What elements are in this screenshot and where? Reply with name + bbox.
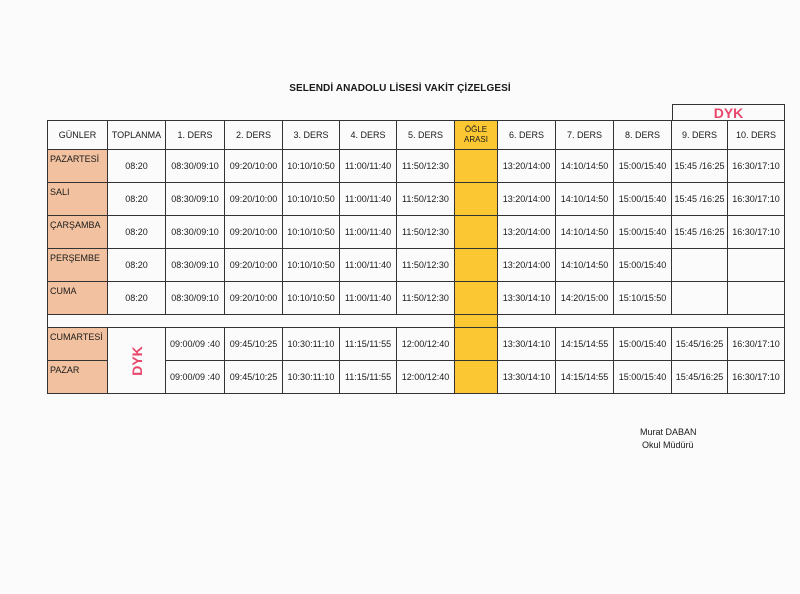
header-row [48, 121, 785, 150]
time-cell: 09:00/09 :40 [166, 361, 225, 394]
table-row [48, 150, 785, 183]
time-cell: 09:45/10:25 [225, 328, 283, 361]
toplanma-cell: 08:20 [108, 282, 166, 315]
header-ders-9: 9. DERS [672, 121, 728, 150]
time-cell: 15:00/15:40 [614, 328, 672, 361]
time-cell: 16:30/17:10 [728, 183, 785, 216]
time-cell: 15:45/16:25 [672, 328, 728, 361]
gap-cell [48, 315, 455, 328]
time-cell [672, 282, 728, 315]
time-cell: 10:10/10:50 [283, 150, 340, 183]
header-ders-10: 10. DERS [728, 121, 785, 150]
day-cell: SALI [48, 183, 108, 216]
time-cell: 10:30:11:10 [283, 361, 340, 394]
time-cell: 08:30/09:10 [166, 249, 225, 282]
header-toplanma: TOPLANMA [108, 121, 166, 150]
time-cell: 11:00/11:40 [340, 282, 397, 315]
time-cell: 12:00/12:40 [397, 361, 455, 394]
table-row [48, 328, 785, 361]
weekend-dyk-cell [108, 328, 166, 394]
time-cell: 12:00/12:40 [397, 328, 455, 361]
day-cell: PERŞEMBE [48, 249, 108, 282]
time-cell: 09:20/10:00 [225, 183, 283, 216]
time-cell: 15:45 /16:25 [672, 183, 728, 216]
lunch-cell [455, 249, 498, 282]
header-ders-3: 3. DERS [283, 121, 340, 150]
weekend-dyk-label: DYK [128, 345, 145, 376]
schedule-title: SELENDİ ANADOLU LİSESİ VAKİT ÇİZELGESİ [289, 83, 511, 94]
time-cell: 11:00/11:40 [340, 150, 397, 183]
time-cell: 13:20/14:00 [498, 216, 556, 249]
header-ders-2: 2. DERS [225, 121, 283, 150]
time-cell: 14:10/14:50 [556, 249, 614, 282]
toplanma-cell: 08:20 [108, 249, 166, 282]
time-cell: 15:00/15:40 [614, 249, 672, 282]
day-cell: PAZARTESİ [48, 150, 108, 183]
toplanma-cell: 08:20 [108, 150, 166, 183]
gap-lunch-cell [455, 315, 498, 328]
time-cell: 09:20/10:00 [225, 249, 283, 282]
time-cell: 15:45/16:25 [672, 361, 728, 394]
signature-block [640, 426, 697, 452]
time-cell: 13:30/14:10 [498, 361, 556, 394]
time-cell [728, 249, 785, 282]
signature-role: Okul Müdürü [642, 440, 694, 450]
time-cell: 09:00/09 :40 [166, 328, 225, 361]
time-cell: 11:50/12:30 [397, 216, 455, 249]
time-cell: 10:30:11:10 [283, 328, 340, 361]
time-cell: 11:50/12:30 [397, 150, 455, 183]
time-cell: 08:30/09:10 [166, 282, 225, 315]
day-cell: ÇARŞAMBA [48, 216, 108, 249]
time-cell: 11:00/11:40 [340, 183, 397, 216]
time-cell: 15:10/15:50 [614, 282, 672, 315]
header-ders-7: 7. DERS [556, 121, 614, 150]
header-ders-4: 4. DERS [340, 121, 397, 150]
lunch-cell [455, 216, 498, 249]
day-cell: PAZAR [48, 361, 108, 394]
time-cell: 09:20/10:00 [225, 216, 283, 249]
time-cell: 09:45/10:25 [225, 361, 283, 394]
time-cell: 08:30/09:10 [166, 183, 225, 216]
time-cell [672, 249, 728, 282]
time-cell: 14:15/14:55 [556, 361, 614, 394]
time-cell: 13:30/14:10 [498, 282, 556, 315]
time-cell: 08:30/09:10 [166, 216, 225, 249]
time-cell: 13:30/14:10 [498, 328, 556, 361]
time-cell: 14:20/15:00 [556, 282, 614, 315]
day-cell: CUMARTESİ [48, 328, 108, 361]
lunch-cell [455, 150, 498, 183]
table-row [48, 216, 785, 249]
header-ders-6: 6. DERS [498, 121, 556, 150]
schedule-table [47, 120, 785, 394]
time-cell: 13:20/14:00 [498, 183, 556, 216]
toplanma-cell: 08:20 [108, 183, 166, 216]
time-cell: 11:15/11:55 [340, 328, 397, 361]
time-cell: 15:00/15:40 [614, 216, 672, 249]
time-cell: 10:10/10:50 [283, 249, 340, 282]
time-cell: 13:20/14:00 [498, 150, 556, 183]
time-cell: 14:10/14:50 [556, 150, 614, 183]
lunch-cell [455, 361, 498, 394]
time-cell: 10:10/10:50 [283, 216, 340, 249]
time-cell: 15:00/15:40 [614, 361, 672, 394]
table-row [48, 183, 785, 216]
signature-name: Murat DABAN [640, 427, 697, 437]
time-cell: 08:30/09:10 [166, 150, 225, 183]
toplanma-cell: 08:20 [108, 216, 166, 249]
gap-cell [498, 315, 785, 328]
header-ders-5: 5. DERS [397, 121, 455, 150]
time-cell: 15:45 /16:25 [672, 216, 728, 249]
time-cell: 11:50/12:30 [397, 282, 455, 315]
table-row [48, 249, 785, 282]
time-cell: 11:15/11:55 [340, 361, 397, 394]
time-cell: 09:20/10:00 [225, 150, 283, 183]
time-cell: 16:30/17:10 [728, 361, 785, 394]
time-cell: 11:00/11:40 [340, 249, 397, 282]
lunch-cell [455, 183, 498, 216]
time-cell: 11:00/11:40 [340, 216, 397, 249]
table-row [48, 282, 785, 315]
time-cell: 16:30/17:10 [728, 328, 785, 361]
time-cell: 15:00/15:40 [614, 150, 672, 183]
time-cell: 10:10/10:50 [283, 282, 340, 315]
time-cell: 13:20/14:00 [498, 249, 556, 282]
lunch-cell [455, 282, 498, 315]
time-cell: 14:10/14:50 [556, 183, 614, 216]
day-cell: CUMA [48, 282, 108, 315]
time-cell: 14:10/14:50 [556, 216, 614, 249]
time-cell: 15:45 /16:25 [672, 150, 728, 183]
header-ogle-arasi: ÖĞLE ARASI [455, 121, 498, 150]
lunch-cell [455, 328, 498, 361]
time-cell: 11:50/12:30 [397, 249, 455, 282]
header-gunler: GÜNLER [48, 121, 108, 150]
dyk-header: DYK [672, 104, 785, 121]
time-cell: 11:50/12:30 [397, 183, 455, 216]
time-cell [728, 282, 785, 315]
time-cell: 14:15/14:55 [556, 328, 614, 361]
time-cell: 10:10/10:50 [283, 183, 340, 216]
header-ders-8: 8. DERS [614, 121, 672, 150]
time-cell: 15:00/15:40 [614, 183, 672, 216]
header-ders-1: 1. DERS [166, 121, 225, 150]
time-cell: 09:20/10:00 [225, 282, 283, 315]
time-cell: 16:30/17:10 [728, 150, 785, 183]
gap-row [48, 315, 785, 328]
time-cell: 16:30/17:10 [728, 216, 785, 249]
